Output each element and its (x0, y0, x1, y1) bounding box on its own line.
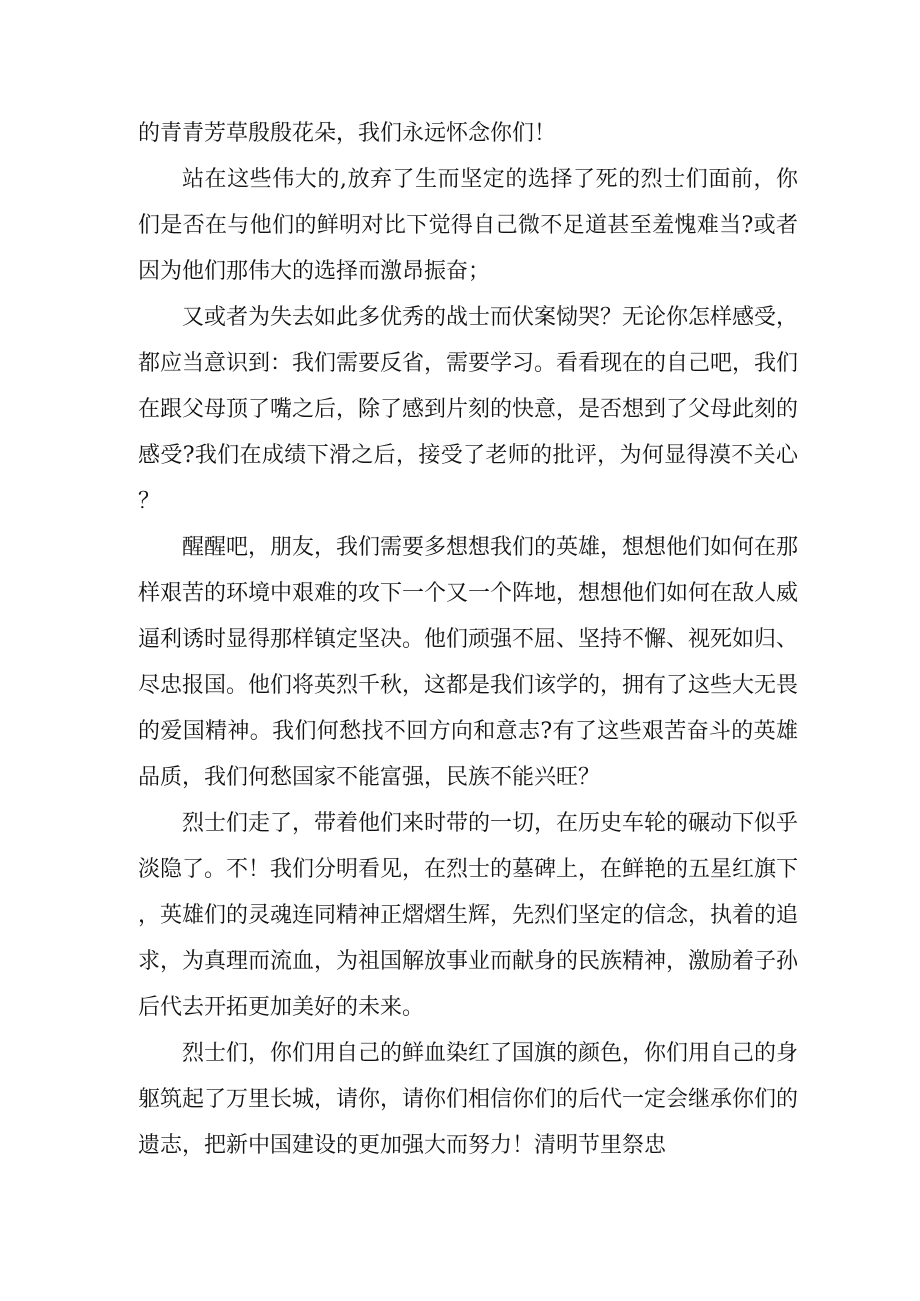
paragraph-4: 醒醒吧，朋友，我们需要多想想我们的英雄，想想他们如何在那样艰苦的环境中艰难的攻下一个又一个阵地，想想他们如何在敌人威逼利诱时显得那样镇定坚决。他们顽强不屈、坚持不懈、视死如归、尽忠报国。他们将英烈千秋，这都是我们该学的，拥有了这些大无畏的爱国精神。我们何愁找不回方向和意志?有了这些艰苦奋斗的英雄品质，我们何愁国家不能富强，民族不能兴旺？ (138, 535, 799, 790)
paragraph-1: 的青青芳草殷殷花朵，我们永远怀念你们！ (138, 121, 557, 146)
paragraph-5: 烈士们走了，带着他们来时带的一切，在历史车轮的碾动下似乎淡隐了。不！我们分明看见，在烈士的墓碑上，在鲜艳的五星红旗下，英雄们的灵魂连同精神正熠熠生辉，先烈们坚定的信念，执着的追求，为真理而流血，为祖国解放事业而献身的民族精神，激励着子孙后代去开拓更加美好的未来。 (138, 811, 799, 1020)
document-body (138, 111, 798, 1169)
paragraph-2: 站在这些伟大的,放弃了生而坚定的选择了死的烈士们面前，你们是否在与他们的鲜明对比下觉得自己微不足道甚至羞愧难当?或者因为他们那伟大的选择而激昂振奋； (138, 167, 798, 284)
paragraph-6: 烈士们，你们用自己的鲜血染红了国旗的颜色，你们用自己的身躯筑起了万里长城，请你，请你们相信你们的后代一定会继承你们的遗志，把新中国建设的更加强大而努力！清明节里祭忠 (138, 1041, 799, 1158)
paragraph-3: 又或者为失去如此多优秀的战士而伏案恸哭？无论你怎样感受，都应当意识到：我们需要反省，需要学习。看看现在的自己吧，我们在跟父母顶了嘴之后，除了感到片刻的快意，是否想到了父母此刻的感受?我们在成绩下滑之后，接受了老师的批评，为何显得漠不关心？ (138, 305, 799, 514)
